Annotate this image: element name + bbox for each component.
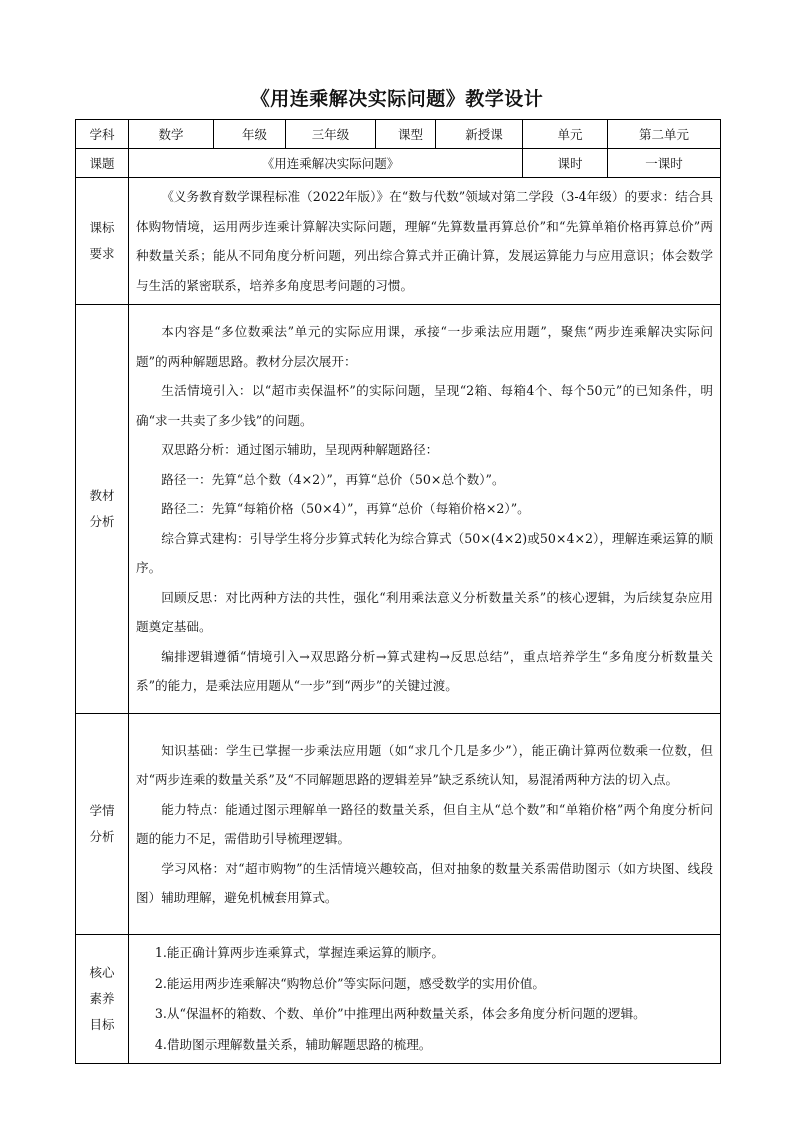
goal-item: 1.能正确计算两步连乘算式，掌握连乘运算的顺序。 [154, 945, 444, 960]
goal-item: 3.从“保温杯的箱数、个数、单价”中推理出两种数量关系，体会多角度分析问题的逻辑。 [154, 1006, 646, 1021]
topic-label: 课题 [76, 149, 129, 178]
grade-value: 三年级 [286, 120, 376, 149]
learner-content [129, 714, 721, 935]
subject-value: 数学 [129, 120, 214, 149]
material-row [76, 305, 721, 714]
goals-label: 核心 素养 目标 [76, 935, 129, 1064]
paragraph: 综合算式建构：引导学生将分步算式转化为综合算式（50×(4×2)或50×4×2），理解连乘运算的顺序。 [136, 530, 713, 576]
lesson-type-label: 课型 [376, 120, 436, 149]
grade-label: 年级 [214, 120, 286, 149]
paragraph: 路径二：先算“每箱价格（50×4）”，再算“总价（每箱价格×2）”。 [161, 501, 530, 517]
goals-row [76, 935, 721, 1064]
unit-value: 第二单元 [608, 120, 721, 149]
material-content [129, 305, 721, 714]
goal-item: 4.借助图示理解数量关系，辅助解题思路的梳理。 [154, 1036, 432, 1052]
goal-item: 2.能运用两步连乘解决“购物总价”等实际问题，感受数学的实用价值。 [154, 975, 546, 991]
standards-content [129, 178, 721, 305]
goals-content [129, 935, 721, 1064]
standards-row [76, 178, 721, 305]
standards-label: 课标 要求 [76, 178, 129, 305]
paragraph: 路径一：先算“总个数（4×2）”，再算“总价（50×总个数）”。 [161, 471, 505, 487]
document-title: 《用连乘解决实际问题》教学设计 [250, 88, 544, 110]
paragraph: 生活情境引入：以“超市卖保温杯”的实际问题，呈现“2箱、每箱4个、每个50元”的已知条件，明确“求一共卖了多少钱”的问题。 [136, 383, 713, 428]
topic-row [76, 149, 721, 178]
paragraph: 《义务教育数学课程标准（2022年版）》在“数与代数”领域对第二学段（3-4年级）的要求：结合具体购物情境，运用两步连乘计算解决实际问题，理解“先算数量再算总价”和“先算单箱价格再算总价”两种数量关系；能从不同角度分析问题，列出综合算式并正确计算，发展运算能力与应用意识；体会数学与生活的紧密联系，培养多角度思考问题的习惯。 [136, 189, 713, 293]
material-label: 教材 分析 [76, 305, 129, 714]
paragraph: 知识基础：学生已掌握一步乘法应用题（如“求几个几是多少”），能正确计算两位数乘一位数，但对“两步连乘的数量关系”及“不同解题思路的逻辑差异”缺乏系统认知，易混淆两种方法的切入点。 [136, 742, 713, 787]
topic-value: 《用连乘解决实际问题》 [129, 149, 523, 178]
period-value: 一课时 [608, 149, 721, 178]
unit-label: 单元 [523, 120, 608, 149]
paragraph: 本内容是“多位数乘法”单元的实际应用课，承接“一步乘法应用题”，聚焦“两步连乘解决实际问题”的两种解题思路。教材分层次展开： [136, 324, 713, 369]
learner-label: 学情 分析 [76, 714, 129, 935]
paragraph: 能力特点：能通过图示理解单一路径的数量关系，但自主从“总个数”和“单箱价格”两个角度分析问题的能力不足，需借助引导梳理逻辑。 [136, 801, 713, 846]
period-label: 课时 [523, 149, 608, 178]
paragraph: 学习风格：对“超市购物”的生活情境兴趣较高，但对抽象的数量关系需借助图示（如方块图、线段图）辅助理解，避免机械套用算式。 [136, 860, 713, 905]
header-row [76, 120, 721, 149]
paragraph: 双思路分析：通过图示辅助，呈现两种解题路径： [161, 442, 439, 458]
paragraph: 编排逻辑遵循“情境引入→双思路分析→算式建构→反思总结”，重点培养学生“多角度分析数量关系”的能力，是乘法应用题从“一步”到“两步”的关键过渡。 [136, 648, 713, 694]
lesson-type-value: 新授课 [436, 120, 523, 149]
paragraph: 回顾反思：对比两种方法的共性，强化“利用乘法意义分析数量关系”的核心逻辑，为后续复杂应用题奠定基础。 [136, 589, 713, 635]
subject-label: 学科 [76, 120, 129, 149]
lesson-design-table [75, 119, 721, 1064]
learner-row [76, 714, 721, 935]
